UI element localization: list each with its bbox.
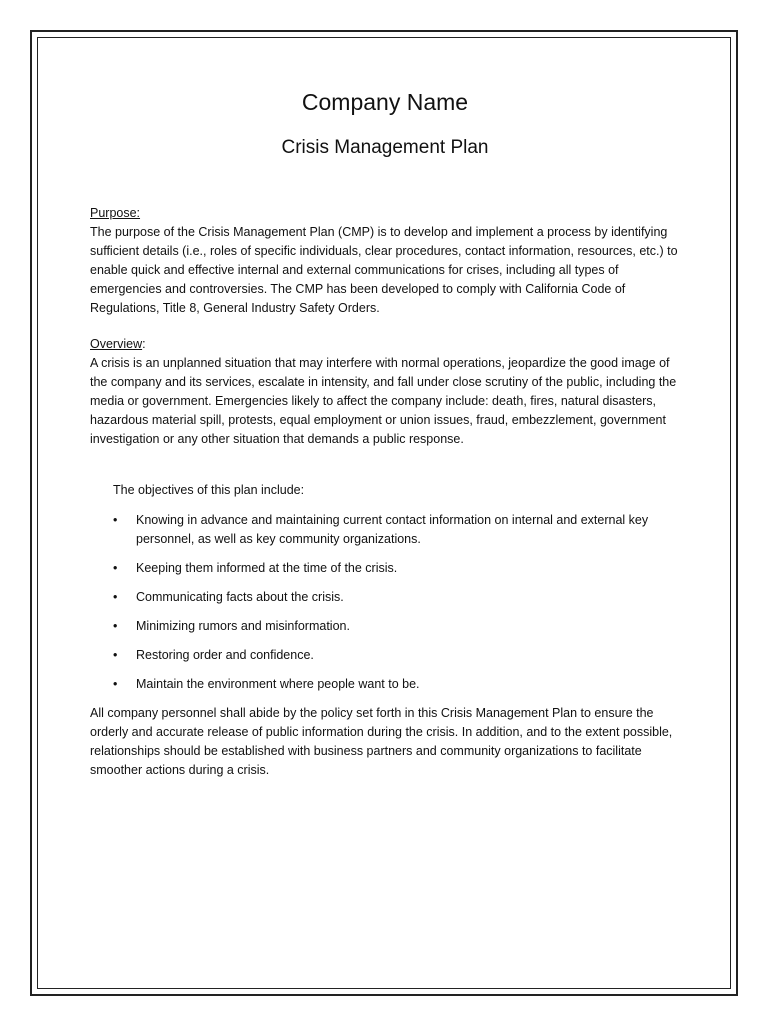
objective-text: Keeping them informed at the time of the crisis. <box>136 561 398 575</box>
document-content <box>90 86 680 780</box>
objective-text: Restoring order and confidence. <box>136 648 314 662</box>
objective-item <box>113 588 666 607</box>
objective-text: Knowing in advance and maintaining current contact information on internal and external key personnel, as well as key community organizations. <box>136 513 649 546</box>
objective-item <box>113 617 666 636</box>
purpose-paragraph: The purpose of the Crisis Management Plan (CMP) is to develop and implement a process by identifying sufficient details (i.e., roles of specific individuals, clear procedures, contact information, resources, etc.) to enable quick and effective internal and external communications for crises, including all types of emergencies and controversies. The CMP has been developed to comply with California Code of Regulations, Title 8, General Industry Safety Orders. <box>90 225 678 315</box>
objective-text: Maintain the environment where people want to be. <box>136 677 420 691</box>
overview-heading <box>90 335 680 354</box>
objectives-intro: The objectives of this plan include: <box>113 483 305 497</box>
overview-heading-colon: : <box>142 337 146 351</box>
document-title: Company Name <box>301 89 469 115</box>
purpose-heading <box>90 204 680 223</box>
purpose-heading-text: Purpose: <box>90 206 141 220</box>
objectives-section <box>90 481 680 694</box>
objective-item <box>113 675 666 694</box>
bullet-icon: • <box>113 513 118 527</box>
bullet-icon: • <box>113 590 118 604</box>
objective-item <box>113 511 666 549</box>
bullet-icon: • <box>113 619 118 633</box>
objective-item <box>113 646 666 665</box>
objective-text: Minimizing rumors and misinformation. <box>136 619 350 633</box>
closing-paragraph: All company personnel shall abide by the policy set forth in this Crisis Management Plan to ensure the orderly and accurate release of public information during the crisis. In addition, and to the extent possible, relationships should be established with business partners and community organizations to facilitate smoother actions during a crisis. <box>90 706 673 777</box>
objective-item <box>113 559 666 578</box>
bullet-icon: • <box>113 648 118 662</box>
bullet-icon: • <box>113 561 118 575</box>
bullet-icon: • <box>113 677 118 691</box>
objectives-list <box>113 511 680 694</box>
document-subtitle: Crisis Management Plan <box>281 137 489 158</box>
overview-paragraph: A crisis is an unplanned situation that may interfere with normal operations, jeopardize the good image of the company and its services, escalate in intensity, and fall under close scrutiny of the public, including the media or government. Emergencies likely to affect the company include: death, fires, natural disasters, hazardous material spill, protests, equal employment or union issues, fraud, embezzlement, government investigation or any other situation that demands a public response. <box>90 356 677 446</box>
objective-text: Communicating facts about the crisis. <box>136 590 344 604</box>
overview-heading-text: Overview <box>90 337 143 351</box>
